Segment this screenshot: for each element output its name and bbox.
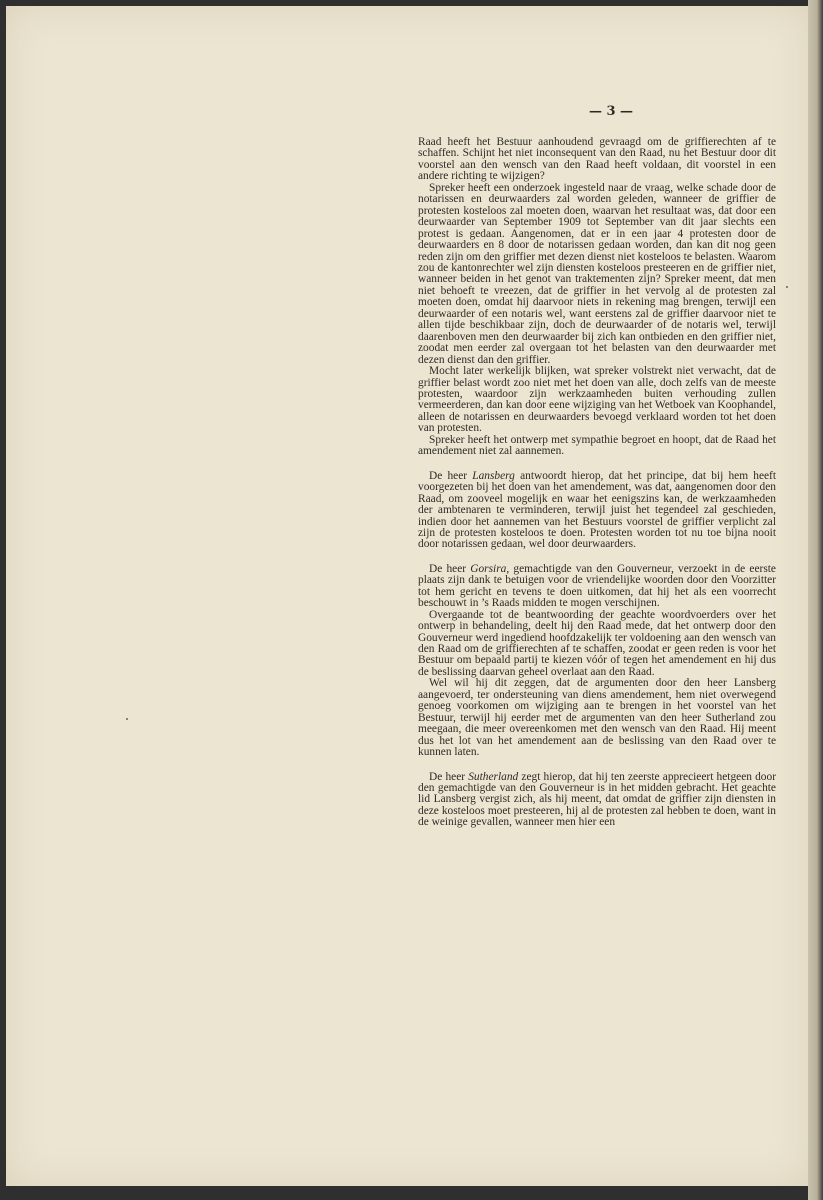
paper-speck [126,718,128,720]
paragraph-prefix: De heer [429,770,469,783]
paragraph: Spreker heeft een onderzoek ingesteld naar de vraag, welke schade door de notarissen en deurwaarders zal worden geleden, wanneer de griffier de protesten kosteloos zal moeten doen, waarvan het resultaat was, dat door een deurwaarder van September 1909 tot September van dit jaar slechts een protest is gedaan. Aangenomen, dat er in een jaar 4 protesten door de deurwaarders en 8 door de notarissen gedaan worden, dan kan dit nog geen reden zijn om den griffier met dezen dienst niet kosteloos te belasten. Waarom zou de kantonrechter wel zijn diensten kosteloos presteeren en de griffier niet, wanneer beiden in het genot van traktementen zijn? Spreker meent, dat men niet behoeft te vreezen, dat de griffier in het vervolg al de protesten zal moeten doen, omdat hij daarvoor niets in rekening mag brengen, terwijl een deurwaarder of een notaris wel, want eerstens zal de griffier daarvoor niet te allen tijde beschikbaar zijn, doch de deurwaarder of de notaris wel, terwijl daarenboven men den deurwaarder bij zich kan ontbieden en den griffier niet, zoodat men eerder zal overgaan tot het belasten van den deurwaarder met dezen dienst dan den griffier. [418,181,776,366]
speaker-name: Lansberg [472,469,515,482]
paragraph-gorsira [418,564,776,610]
paragraph-lansberg [418,471,776,551]
paper-speck [786,286,788,288]
paragraph-sutherland [418,772,776,829]
speaker-name: Gorsira, [470,562,510,575]
paragraph: Mocht later werkelijk blijken, wat spreker volstrekt niet verwacht, dat de griffier belast wordt zoo niet met het doen van alle, doch zelfs van de meeste protesten, waardoor zijn werkzaamheden buiten verhouding zullen vermeerderen, dan kan door eene wijziging van het Wetboek van Koophandel, alleen de notarissen en deurwaarders bevoegd verklaard worden tot het doen van protesten. [418,365,776,435]
page-number: — 3 — [588,104,634,119]
page-edge [808,0,823,1200]
paragraph-text: gemachtigde van den Gouverneur, verzoekt in de eerste plaats zijn dank te betuigen voor de vriendelijke woorden door den Voorzitter tot hem gericht en tevens te doen uitkomen, dat hij het als een voorrecht beschouwt in ’s Raads midden te mogen verschijnen. [418,562,776,610]
speaker-name: Sutherland [468,770,519,783]
paragraph-prefix: De heer [429,469,473,482]
text-column [418,137,776,829]
paragraph: Spreker heeft het ontwerp met sympathie begroet en hoopt, dat de Raad het amendement niet zal aannemen. [418,433,776,458]
paragraph: Overgaande tot de beantwoording der geachte woordvoerders over het ontwerp in behandeling, deelt hij den Raad mede, dat het ontwerp door den Gouverneur werd ingediend hoofdzakelijk ter voldoening aan den wensch van den Raad om de griffierechten af te schaffen, zoodat er geen reden is voor het Bestuur om bepaald partij te kiezen vóór of tegen het amendement en hij dus de beslissing daarvan geheel overlaat aan den Raad. [418,608,776,678]
paragraph-prefix: De heer [429,562,471,575]
paragraph-text: antwoordt hierop, dat het principe, dat bij hem heeft voorgezeten bij het doen van het amendement, was dat, aangenomen door den Raad, om zooveel mogelijk en waar het eenigszins kan, de werkzaamheden der ambtenaren te verminderen, terwijl juist het tegendeel zal geschieden, indien door het aannemen van het Bestuurs voorstel de griffier verplicht zal zijn de protesten kosteloos te doen. Protesten worden tot nu toe bijna nooit door notarissen gedaan, wel door deurwaarders. [418,469,777,551]
paragraph: Raad heeft het Bestuur aanhoudend gevraagd om de griffierechten af te schaffen. Schijnt het niet inconsequent van den Raad, nu het Bestuur door dit voorstel aan den wensch van den Raad heeft voldaan, dit voorstel in een andere richting te wijzigen? [418,136,776,183]
paragraph-text: zegt hierop, dat hij ten zeerste apprecieert hetgeen door den gemachtigde van den Gouverneur is in het midden gebracht. Het geachte lid Lansberg vergist zich, als hij meent, dat omdat de griffier zijn diensten in deze kosteloos moet presteeren, hij al de protesten zal hebben te doen, want in de weinige gevallen, wanneer men hier een [418,770,776,829]
paragraph: Wel wil hij dit zeggen, dat de argumenten door den heer Lansberg aangevoerd, ter ondersteuning van diens amendement, hem niet overwegend genoeg voorkomen om wijziging aan te brengen in het voorstel van het Bestuur, terwijl hij eerder met de argumenten van den heer Sutherland zou meegaan, die meer overeenkomen met den wensch van den Raad. Hij meent dus het lot van het amendement aan de beslissing van den Raad over te kunnen laten. [418,677,776,759]
